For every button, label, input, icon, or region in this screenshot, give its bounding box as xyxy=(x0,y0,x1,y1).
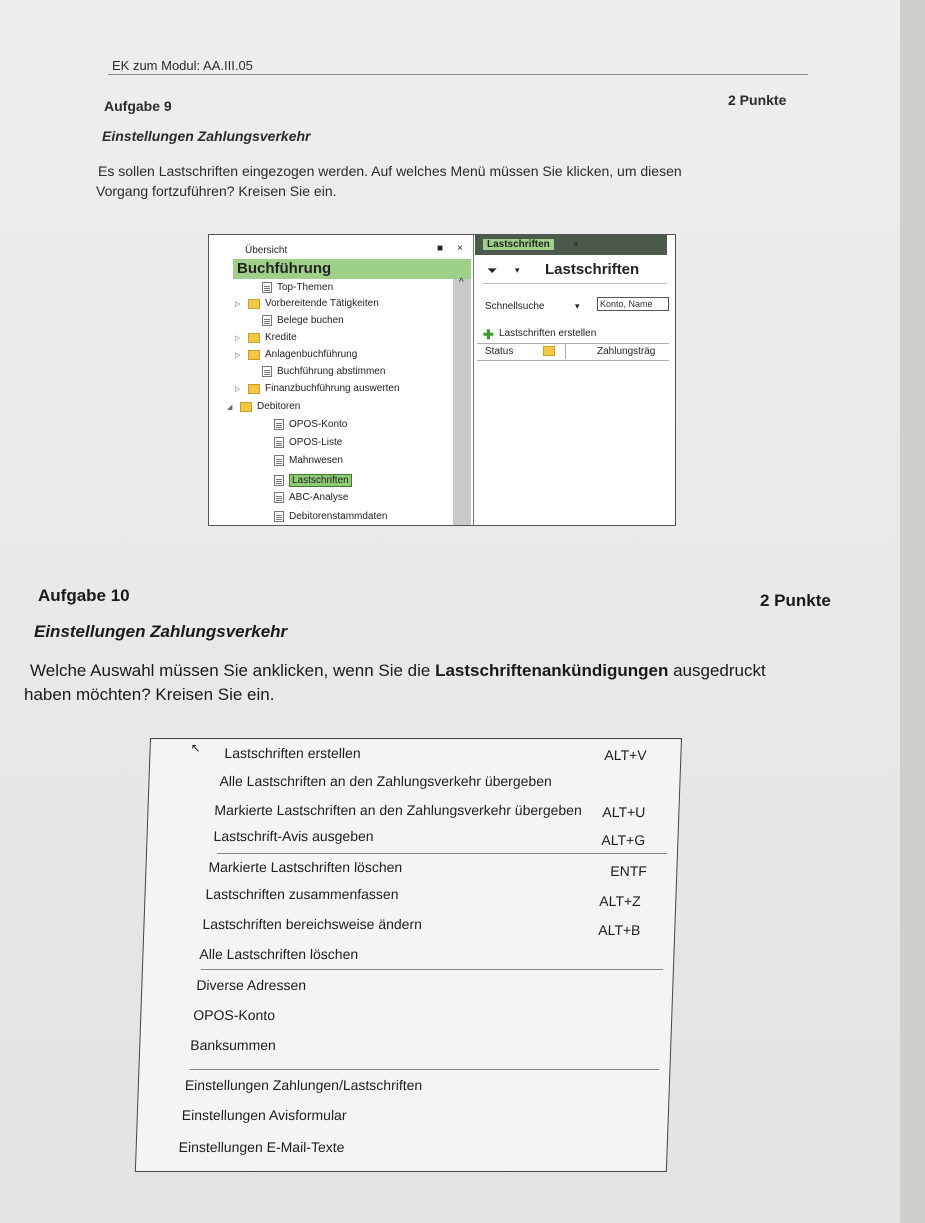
task10-subtitle: Einstellungen Zahlungsverkehr xyxy=(34,622,288,641)
section-title[interactable]: Buchführung xyxy=(237,260,332,277)
menu-item[interactable]: Markierte Lastschriften an den Zahlungsverkehr übergeben xyxy=(214,802,583,818)
task10-points: 2 Punkte xyxy=(760,591,831,610)
task9-question-line1: Es sollen Lastschriften eingezogen werden. Auf welches Menü müssen Sie klicken, um diesen xyxy=(98,163,682,179)
expand-icon[interactable]: ▷ xyxy=(235,351,241,359)
header-rule xyxy=(108,74,808,75)
task10-question-line1 xyxy=(30,661,766,681)
filter-icon[interactable]: ⏷ xyxy=(487,263,498,278)
menu-shortcut: ENTF xyxy=(610,863,648,879)
expand-icon[interactable]: ▷ xyxy=(235,300,241,308)
tree-item[interactable] xyxy=(261,474,352,487)
navigation-screenshot xyxy=(208,234,676,526)
create-lastschriften-button[interactable]: Lastschriften erstellen xyxy=(499,328,597,339)
chevron-down-icon[interactable]: ▾ xyxy=(515,265,520,275)
question-keyword: Lastschriftenankündigungen xyxy=(435,661,669,680)
tree-item-label: Top-Themen xyxy=(277,282,334,293)
document-icon xyxy=(262,366,272,377)
scroll-up-icon[interactable]: ^ xyxy=(459,277,464,288)
tree-item-label: Debitoren xyxy=(257,401,301,412)
menu-shortcut: ALT+B xyxy=(598,922,641,938)
tree-item[interactable] xyxy=(261,511,387,522)
tree-item[interactable] xyxy=(261,419,347,430)
tree-item-label: Belege buchen xyxy=(277,315,344,326)
tree-item-label: Anlagenbuchführung xyxy=(265,349,358,360)
task9-question-line2: Vorgang fortzuführen? Kreisen Sie ein. xyxy=(96,183,337,199)
menu-shortcut: ALT+Z xyxy=(599,893,641,909)
menu-item[interactable]: Einstellungen E-Mail-Texte xyxy=(178,1139,345,1155)
expand-icon[interactable]: ▷ xyxy=(235,385,241,393)
panel-divider xyxy=(473,235,474,525)
document-icon xyxy=(274,511,284,522)
tab-close-icon[interactable]: × xyxy=(573,239,579,250)
plus-icon[interactable]: ✚ xyxy=(483,327,494,342)
menu-item[interactable]: Markierte Lastschriften löschen xyxy=(208,859,403,875)
tree-item[interactable] xyxy=(249,366,385,377)
menu-separator xyxy=(189,1069,659,1070)
task9-points: 2 Punkte xyxy=(728,92,787,108)
tab-lastschriften[interactable]: Lastschriften xyxy=(483,239,554,250)
menu-item[interactable]: Lastschriften erstellen xyxy=(224,745,361,761)
tree-item[interactable] xyxy=(261,455,343,466)
expand-icon[interactable]: ▷ xyxy=(235,334,241,342)
document-icon xyxy=(274,455,284,466)
document-icon xyxy=(274,475,284,486)
context-menu xyxy=(135,738,682,1172)
tree-item[interactable] xyxy=(235,332,297,343)
page-edge xyxy=(900,0,925,1223)
column-status[interactable]: Status xyxy=(485,346,514,357)
tree-item[interactable] xyxy=(235,298,379,309)
tree-item[interactable] xyxy=(235,383,400,394)
folder-icon xyxy=(248,384,260,394)
pin-icon[interactable]: ■ xyxy=(437,243,444,254)
menu-separator xyxy=(201,969,663,970)
menu-item[interactable]: Lastschriften bereichsweise ändern xyxy=(202,916,423,932)
menu-item[interactable]: Banksummen xyxy=(189,1037,277,1053)
tree-item[interactable] xyxy=(249,282,333,293)
scrollbar[interactable] xyxy=(453,279,471,525)
tree-item-label: Buchführung abstimmen xyxy=(277,366,386,377)
tree-item-label: Mahnwesen xyxy=(289,455,343,466)
document-icon xyxy=(274,419,284,430)
tree-item-label: Debitorenstammdaten xyxy=(289,511,388,522)
tree-item-label: Finanzbuchführung auswerten xyxy=(265,383,400,394)
tree-item[interactable] xyxy=(261,492,348,503)
menu-shortcut: ALT+V xyxy=(604,747,647,763)
menu-shortcut: ALT+U xyxy=(602,804,646,820)
tree-item-label: Vorbereitende Tätigkeiten xyxy=(265,298,379,309)
search-label: Schnellsuche xyxy=(485,301,545,312)
tree-item[interactable] xyxy=(227,401,300,412)
close-icon[interactable]: × xyxy=(457,243,463,254)
menu-shortcut: ALT+G xyxy=(601,832,646,848)
document-icon xyxy=(262,282,272,293)
tree-item-label: ABC-Analyse xyxy=(289,492,349,503)
document-icon xyxy=(274,492,284,503)
divider xyxy=(483,283,667,284)
folder-icon xyxy=(543,346,555,356)
question-text: Welche Auswahl müssen Sie anklicken, wenn Sie die xyxy=(30,661,436,680)
tree-item-label: OPOS-Konto xyxy=(289,419,348,430)
overview-title: Übersicht xyxy=(245,245,288,256)
column-divider xyxy=(565,343,566,359)
column-zahlungstraeger[interactable]: Zahlungsträg xyxy=(597,346,656,357)
menu-item[interactable]: Lastschrift-Avis ausgeben xyxy=(213,828,374,844)
tree-item[interactable] xyxy=(235,349,357,360)
document-icon xyxy=(262,315,272,326)
menu-separator xyxy=(217,853,667,854)
tree-item-label: Kredite xyxy=(265,332,297,343)
task10-title: Aufgabe 10 xyxy=(38,586,130,605)
menu-item[interactable]: Alle Lastschriften an den Zahlungsverkehr übergeben xyxy=(219,773,553,789)
menu-item[interactable]: Alle Lastschriften löschen xyxy=(199,946,359,962)
expand-icon[interactable]: ◢ xyxy=(227,403,233,411)
tree-item-label: OPOS-Liste xyxy=(289,437,343,448)
panel-heading: Lastschriften xyxy=(545,261,640,278)
menu-item[interactable]: Einstellungen Zahlungen/Lastschriften xyxy=(184,1077,423,1093)
cursor-icon: ↖ xyxy=(190,741,201,755)
task9-subtitle: Einstellungen Zahlungsverkehr xyxy=(102,128,311,144)
folder-icon xyxy=(248,299,260,309)
overview-panel xyxy=(209,235,473,525)
lastschriften-panel xyxy=(475,235,675,525)
task9-title: Aufgabe 9 xyxy=(104,98,172,114)
menu-item[interactable]: Einstellungen Avisformular xyxy=(181,1107,347,1123)
tree-item[interactable] xyxy=(249,315,344,326)
page-header: EK zum Modul: AA.III.05 xyxy=(112,58,253,73)
menu-item[interactable]: Diverse Adressen xyxy=(196,977,307,993)
search-input[interactable]: Konto, Name xyxy=(597,297,669,311)
folder-icon xyxy=(248,350,260,360)
document-icon xyxy=(274,437,284,448)
folder-icon xyxy=(248,333,260,343)
menu-item[interactable]: Lastschriften zusammenfassen xyxy=(205,886,399,902)
question-text-end: ausgedruckt xyxy=(668,661,766,680)
tree-item-label: Lastschriften xyxy=(289,474,352,487)
folder-icon xyxy=(240,402,252,412)
menu-item[interactable]: OPOS-Konto xyxy=(193,1007,276,1023)
task10-question-line2: haben möchten? Kreisen Sie ein. xyxy=(24,685,275,704)
tree-item[interactable] xyxy=(261,437,342,448)
search-dropdown-icon[interactable]: ▾ xyxy=(575,301,580,311)
